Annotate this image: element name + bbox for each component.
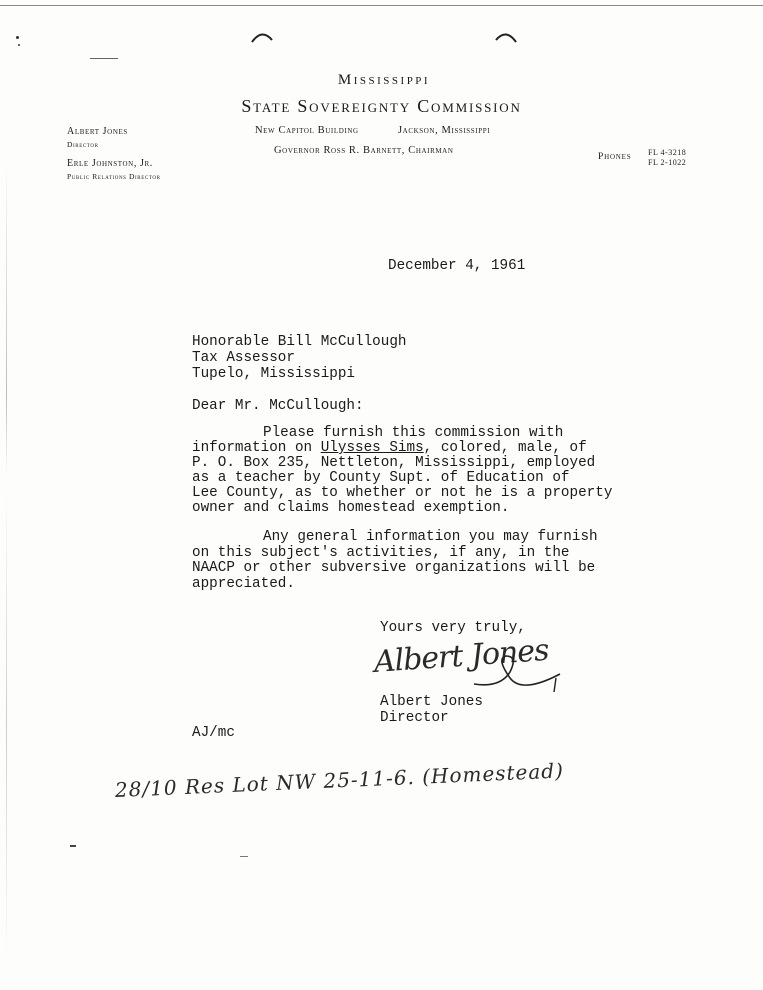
letterhead-phone-2: FL 2-1022 (648, 158, 687, 167)
letterhead-commission: State Sovereignty Commission (241, 96, 522, 116)
recipient-line-1: Honorable Bill McCullough (192, 334, 407, 350)
signature: Albert Jones (372, 632, 550, 680)
typist-initials: AJ/mc (192, 725, 235, 741)
scan-edge-line (0, 5, 763, 6)
scan-speck (240, 856, 248, 857)
punch-mark-right-icon (494, 30, 518, 44)
letterhead-address-building: New Capitol Building (255, 125, 359, 136)
para1-line-2-post: , colored, male, of (423, 440, 587, 456)
punch-mark-left-icon (250, 30, 274, 44)
para1-line-1: Please furnish this commission with (263, 425, 564, 441)
signer-name: Albert Jones (380, 694, 483, 710)
subject-name: Ulysses Sims (320, 440, 424, 456)
para1-line-5: Lee County, as to whether or not he is a property (192, 485, 613, 501)
letterhead-pr-name: Erle Johnston, Jr. (67, 158, 153, 169)
scan-speck (18, 44, 20, 46)
letterhead-phone-1: FL 4-3218 (648, 148, 687, 157)
scan-speck (16, 36, 19, 39)
letterhead-address-city: Jackson, Mississippi (398, 125, 491, 136)
para2-line-1: Any general information you may furnish (263, 529, 598, 545)
recipient-line-3: Tupelo, Mississippi (192, 366, 356, 382)
scan-speck (70, 845, 76, 847)
signature-flourish-icon (470, 648, 570, 696)
handwritten-note: 28/10 Res Lot NW 25-11-6. (Homestead) (114, 758, 565, 802)
para2-line-2: on this subject's activities, if any, in the (192, 545, 570, 561)
para1-line-2-pre: information on (192, 440, 321, 456)
para1-line-4: as a teacher by County Supt. of Education of (192, 470, 570, 486)
letterhead-state: Mississippi (337, 72, 431, 88)
para2-line-4: appreciated. (192, 576, 295, 592)
salutation: Dear Mr. McCullough: (192, 398, 364, 414)
letterhead-pr-title: Public Relations Director (67, 172, 161, 181)
para2-line-3: NAACP or other subversive organizations will be (192, 560, 596, 576)
letterhead-phones-label: Phones (598, 152, 632, 162)
para1-line-2 (192, 440, 587, 456)
letter-date: December 4, 1961 (388, 258, 526, 274)
letterhead-chairman: Governor Ross R. Barnett, Chairman (274, 145, 454, 156)
left-edge-marks (6, 150, 7, 970)
letterhead-director-title: Director (67, 140, 99, 149)
letterhead-director-name: Albert Jones (67, 126, 128, 137)
para1-line-6: owner and claims homestead exemption. (192, 500, 510, 516)
closing: Yours very truly, (380, 620, 526, 636)
scan-speck (90, 58, 118, 59)
recipient-line-2: Tax Assessor (192, 350, 295, 366)
para1-line-3: P. O. Box 235, Nettleton, Mississippi, employed (192, 455, 596, 471)
signer-title: Director (380, 710, 449, 726)
